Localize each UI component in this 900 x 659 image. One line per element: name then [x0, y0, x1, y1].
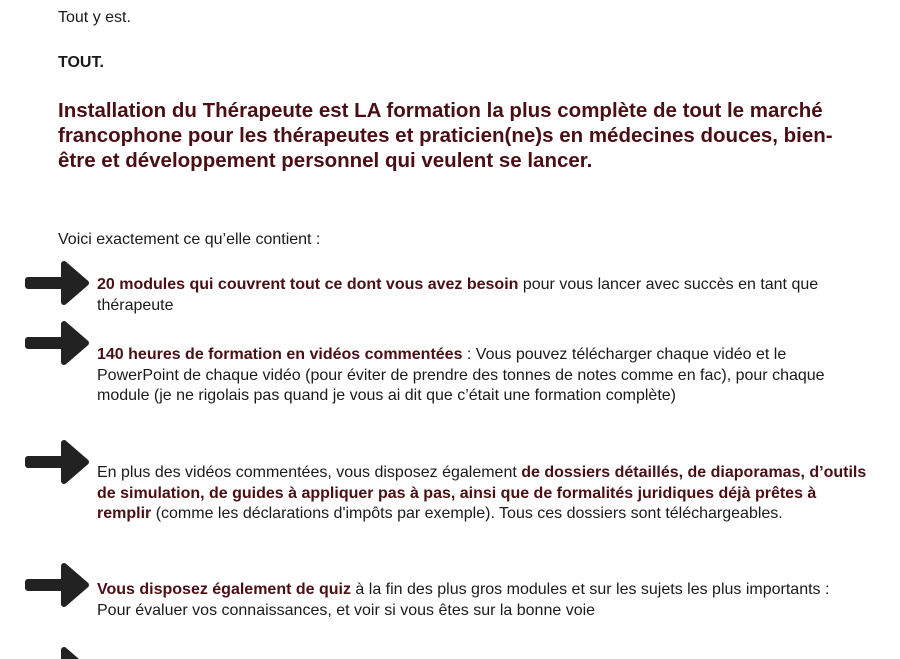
- item-text: (comme les déclarations d'impôts par exemple). Tous ces dossiers sont téléchargeables.: [151, 505, 783, 522]
- list-item: [97, 463, 867, 525]
- item-bold: 20 modules qui couvrent tout ce dont vous avez besoin: [97, 276, 519, 293]
- right-arrow-icon: [24, 258, 90, 308]
- headline: Installation du Thérapeute est LA formation la plus complète de tout le marché francophone pour les thérapeutes et praticien(ne)s en médecines douces, bien-être et développement personnel qui veulent se lancer.: [58, 99, 833, 172]
- item-bold: Vous disposez également de quiz: [97, 581, 351, 598]
- list-intro: Voici exactement ce qu’elle contient :: [58, 231, 321, 248]
- item-text: En plus des vidéos commentées, vous disposez également: [97, 464, 522, 481]
- right-arrow-icon: [24, 318, 90, 368]
- item-bold: 140 heures de formation en vidéos commentées: [97, 346, 463, 363]
- right-arrow-icon: [24, 560, 90, 610]
- item-bold: de dossiers détaillés, de diaporamas, d’outils de simulation, de guides à appliquer pas à pas, ainsi que de formalités juridiques déjà prêtes à remplir: [97, 464, 867, 522]
- intro-text: Tout y est.: [58, 9, 131, 26]
- list-item: [97, 580, 867, 621]
- item-text: à la fin des plus gros modules et sur les sujets les plus importants : Pour évaluer vos connaissances, et voir si vous êtes sur la bonne voie: [97, 581, 830, 619]
- list-item: [97, 275, 867, 316]
- item-text: : Vous pouvez télécharger chaque vidéo et le PowerPoint de chaque vidéo (pour éviter de prendre des tonnes de notes comme en fac), pour chaque module (je ne rigolais pas quand je vous ai dit que c’était une formation complète): [97, 346, 825, 404]
- list-item: [97, 345, 867, 407]
- item-text: pour vous lancer avec succès en tant que thérapeute: [97, 276, 819, 314]
- right-arrow-icon: [24, 437, 90, 487]
- right-arrow-icon: [24, 644, 90, 659]
- tout-heading: TOUT.: [58, 54, 104, 71]
